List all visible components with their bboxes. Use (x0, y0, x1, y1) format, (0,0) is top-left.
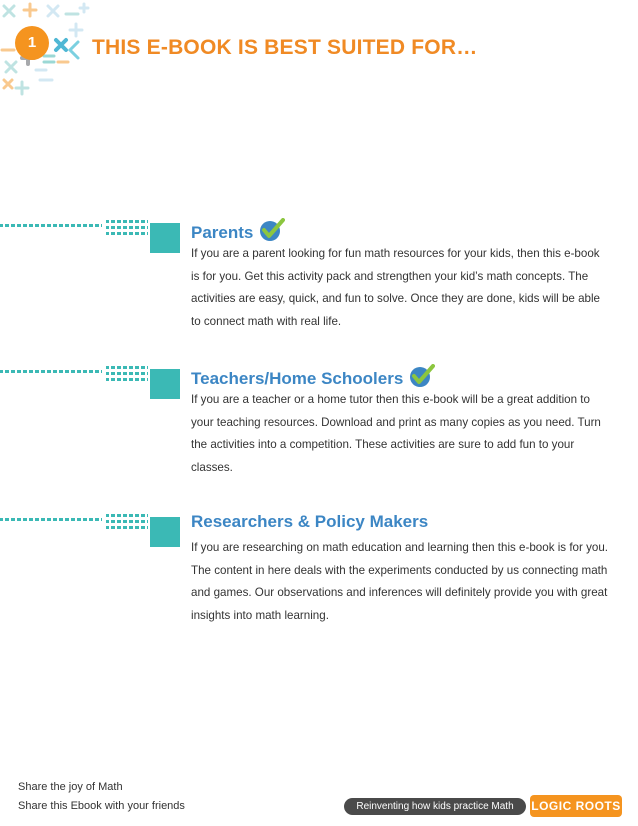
audience-section-researchers (0, 512, 638, 662)
section-title (191, 218, 285, 243)
teal-square-marker (150, 223, 180, 253)
section-title (191, 512, 428, 532)
teal-square-marker (150, 517, 180, 547)
math-symbols-decoration (0, 0, 95, 100)
section-title-text: Teachers/Home Schoolers (191, 369, 404, 388)
teal-square-marker (150, 369, 180, 399)
page-number-badge: 1 (15, 26, 49, 60)
dotted-divider (0, 364, 150, 386)
section-body: If you are a teacher or a home tutor then this e-book will be a great addition to your teaching resources. Download and print as many copies as you need. Turn the activities into a competition. These activities are sure to add fun to your classes. (191, 393, 601, 474)
footer-line-2: Share this Ebook with your friends (18, 800, 185, 812)
dotted-divider (0, 512, 150, 534)
section-title-text: Parents (191, 223, 254, 242)
footer-line-1: Share the joy of Math (18, 781, 123, 793)
checkmark-icon (409, 364, 435, 388)
logic-roots-logo: LOGIC ROOTS (530, 795, 622, 817)
section-title-text: Researchers & Policy Makers (191, 512, 429, 531)
tagline-pill: Reinventing how kids practice Math (344, 798, 526, 815)
checkmark-icon (259, 218, 285, 242)
page-title: THIS E-BOOK IS BEST SUITED FOR… (92, 36, 478, 59)
dotted-divider (0, 218, 150, 240)
section-body: If you are a parent looking for fun math resources for your kids, then this e-book is for you. Get this activity pack and strengthen your kid’s math concepts. The activities are easy, quick, and fun to solve. Once they are done, kids will be able to connect math with real life. (191, 247, 601, 328)
audience-section-parents (0, 218, 638, 368)
section-title (191, 364, 435, 389)
section-body: If you are researching on math education and learning then this e-book is for you. The content in here deals with the experiments conducted by us connecting math and games. Our observations and inferences will definitely provide you with great insights into math learning. (191, 541, 608, 622)
footer-share-text (18, 778, 185, 816)
audience-section-teachers (0, 364, 638, 514)
